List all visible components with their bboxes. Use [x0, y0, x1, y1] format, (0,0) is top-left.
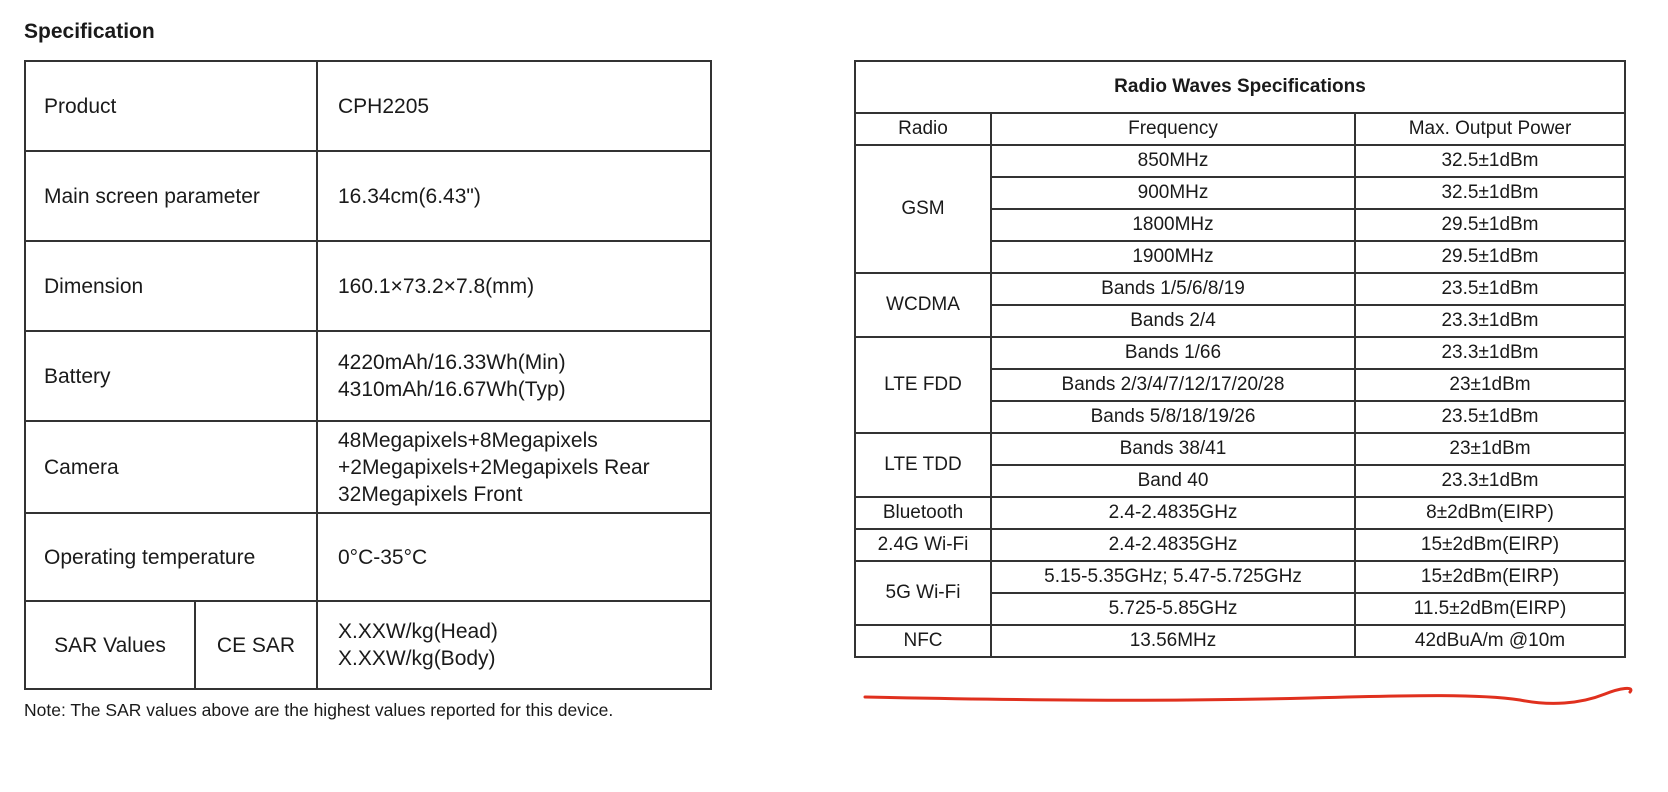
spec-value: 48Megapixels+8Megapixels +2Megapixels+2Megapixels Rear 32Megapixels Front [317, 421, 711, 513]
page-title: Specification [24, 20, 155, 43]
header-frequency: Frequency [991, 113, 1355, 145]
spec-row-product [25, 61, 711, 151]
spec-value: X.XXW/kg(Head) X.XXW/kg(Body) [317, 601, 711, 689]
header-max-power: Max. Output Power [1355, 113, 1625, 145]
spec-row-dimension [25, 241, 711, 331]
spec-label: Dimension [25, 241, 317, 331]
radio-type-cell: GSM [855, 145, 991, 273]
frequency-cell: Bands 2/4 [991, 305, 1355, 337]
spec-row-battery [25, 331, 711, 421]
output-power-cell: 8±2dBm(EIRP) [1355, 497, 1625, 529]
spec-value: CPH2205 [317, 61, 711, 151]
output-power-cell: 23.5±1dBm [1355, 273, 1625, 305]
output-power-cell: 23.3±1dBm [1355, 337, 1625, 369]
frequency-cell: 1800MHz [991, 209, 1355, 241]
output-power-cell: 23±1dBm [1355, 433, 1625, 465]
radio-row [855, 529, 1625, 561]
radio-row [855, 337, 1625, 369]
frequency-cell: Bands 1/66 [991, 337, 1355, 369]
spec-value: 0°C-35°C [317, 513, 711, 601]
radio-row [855, 561, 1625, 593]
radio-row [855, 273, 1625, 305]
frequency-cell: Bands 2/3/4/7/12/17/20/28 [991, 369, 1355, 401]
radio-row [855, 497, 1625, 529]
frequency-cell: 5.15-5.35GHz; 5.47-5.725GHz [991, 561, 1355, 593]
frequency-cell: 2.4-2.4835GHz [991, 497, 1355, 529]
radio-row [855, 625, 1625, 657]
radio-row [855, 145, 1625, 177]
sar-note: Note: The SAR values above are the highest values reported for this device. [24, 700, 614, 720]
output-power-cell: 23.3±1dBm [1355, 465, 1625, 497]
frequency-cell: 2.4-2.4835GHz [991, 529, 1355, 561]
spec-label: Main screen parameter [25, 151, 317, 241]
output-power-cell: 32.5±1dBm [1355, 145, 1625, 177]
output-power-cell: 23.5±1dBm [1355, 401, 1625, 433]
output-power-cell: 23.3±1dBm [1355, 305, 1625, 337]
output-power-cell: 11.5±2dBm(EIRP) [1355, 593, 1625, 625]
frequency-cell: 850MHz [991, 145, 1355, 177]
radio-table-title: Radio Waves Specifications [855, 61, 1625, 113]
spec-row-screen [25, 151, 711, 241]
radio-type-cell: WCDMA [855, 273, 991, 337]
spec-sublabel: CE SAR [195, 601, 317, 689]
frequency-cell: Bands 38/41 [991, 433, 1355, 465]
output-power-cell: 15±2dBm(EIRP) [1355, 561, 1625, 593]
output-power-cell: 29.5±1dBm [1355, 241, 1625, 273]
frequency-cell: Band 40 [991, 465, 1355, 497]
radio-type-cell: 5G Wi-Fi [855, 561, 991, 625]
spec-label: Battery [25, 331, 317, 421]
output-power-cell: 32.5±1dBm [1355, 177, 1625, 209]
spec-label: SAR Values [25, 601, 195, 689]
radio-type-cell: Bluetooth [855, 497, 991, 529]
spec-row-temperature [25, 513, 711, 601]
radio-type-cell: LTE TDD [855, 433, 991, 497]
frequency-cell: 1900MHz [991, 241, 1355, 273]
output-power-cell: 23±1dBm [1355, 369, 1625, 401]
spec-label: Operating temperature [25, 513, 317, 601]
output-power-cell: 15±2dBm(EIRP) [1355, 529, 1625, 561]
spec-value: 160.1×73.2×7.8(mm) [317, 241, 711, 331]
radio-type-cell: LTE FDD [855, 337, 991, 433]
output-power-cell: 42dBuA/m @10m [1355, 625, 1625, 657]
frequency-cell: 13.56MHz [991, 625, 1355, 657]
radio-waves-table [854, 60, 1626, 658]
spec-row-sar [25, 601, 711, 689]
spec-label: Product [25, 61, 317, 151]
spec-label: Camera [25, 421, 317, 513]
radio-row [855, 433, 1625, 465]
spec-row-camera [25, 421, 711, 513]
output-power-cell: 29.5±1dBm [1355, 209, 1625, 241]
spec-value: 16.34cm(6.43") [317, 151, 711, 241]
frequency-cell: 900MHz [991, 177, 1355, 209]
header-radio: Radio [855, 113, 991, 145]
frequency-cell: Bands 1/5/6/8/19 [991, 273, 1355, 305]
frequency-cell: 5.725-5.85GHz [991, 593, 1355, 625]
frequency-cell: Bands 5/8/18/19/26 [991, 401, 1355, 433]
specification-table [24, 60, 712, 690]
red-underline-annotation [860, 680, 1640, 720]
radio-type-cell: NFC [855, 625, 991, 657]
spec-value: 4220mAh/16.33Wh(Min) 4310mAh/16.67Wh(Typ) [317, 331, 711, 421]
radio-type-cell: 2.4G Wi-Fi [855, 529, 991, 561]
